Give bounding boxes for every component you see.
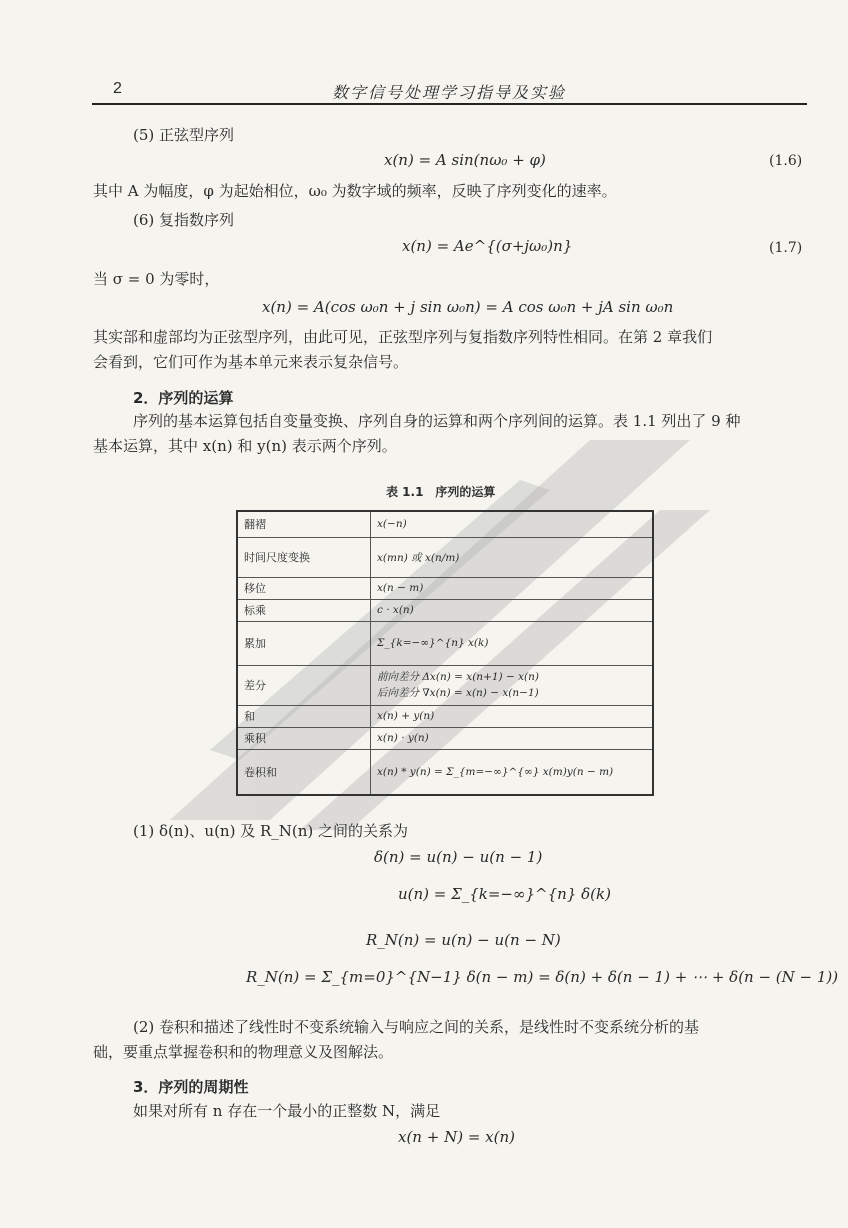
table-cell-op-name: 乘积 [237,727,371,749]
header-rule [92,103,807,105]
table-cell-op-expr: x(mn) 或 x(n/m) [371,537,654,577]
table-row [237,537,653,577]
table-cell-op-expr: x(−n) [371,511,654,537]
equation-complex-form: x(n) = A(cos ω₀n + j sin ω₀n) = A cos ω₀n + jA sin ω₀n [262,298,674,316]
table-cell-op-expr: x(n) · y(n) [371,727,654,749]
paragraph-ops-line2: 基本运算，其中 x(n) 和 y(n) 表示两个序列。 [93,437,397,455]
table-cell-op-name: 标乘 [237,599,371,621]
equation-1-7: x(n) = Ae^{(σ+jω₀)n} [402,237,573,255]
table-cell-op-name: 差分 [237,665,371,705]
table-cell-op-expr: c · x(n) [371,599,654,621]
table-cell-op-name: 移位 [237,577,371,599]
table-cell-op-name: 累加 [237,621,371,665]
running-header-title: 数字信号处理学习指导及实验 [332,83,567,102]
section-3-title: 3．序列的周期性 [133,1078,249,1096]
backward-difference: 后向差分 ∇x(n) = x(n) − x(n−1) [377,687,539,699]
table-row [237,749,653,795]
forward-difference: 前向差分 Δx(n) = x(n+1) − x(n) [377,671,539,683]
table-cell-op-name: 翻褶 [237,511,371,537]
relation-eq-rect-sum: R_N(n) = Σ_{m=0}^{N−1} δ(n − m) = δ(n) + δ(n − 1) + ⋯ + δ(n − (N − 1)) [246,968,839,986]
equation-periodicity: x(n + N) = x(n) [398,1128,515,1146]
section-2-title: 2．序列的运算 [133,389,234,407]
relation-eq-step: u(n) = Σ_{k=−∞}^{n} δ(k) [398,885,611,903]
table-row [237,511,653,537]
paragraph-ops-line1: 序列的基本运算包括自变量变换、序列自身的运算和两个序列间的运算。表 1.1 列出了 9 种 [133,412,741,430]
item-5-label: (5) 正弦型序列 [133,126,235,144]
table-row [237,621,653,665]
table-cell-op-expr: x(n) * y(n) = Σ_{m=−∞}^{∞} x(m)y(n − m) [371,749,654,795]
table-cell-op-expr [371,665,654,705]
equation-number-1-6: (1.6) [769,153,803,169]
paragraph-convolution-line1: (2) 卷积和描述了线性时不变系统输入与响应之间的关系，是线性时不变系统分析的基 [133,1018,700,1036]
paragraph-real-imag-line1: 其实部和虚部均为正弦型序列，由此可见，正弦型序列与复指数序列特性相同。在第 2 章我们 [93,328,713,346]
table-row [237,577,653,599]
item-6-label: (6) 复指数序列 [133,211,235,229]
paragraph-periodicity: 如果对所有 n 存在一个最小的正整数 N，满足 [133,1102,441,1120]
table-cell-op-expr: x(n − m) [371,577,654,599]
table-row [237,599,653,621]
table-caption: 表 1.1 序列的运算 [386,485,496,499]
relation-eq-delta: δ(n) = u(n) − u(n − 1) [374,848,543,866]
table-row [237,665,653,705]
paragraph-sigma-zero: 当 σ = 0 为零时， [93,270,220,288]
table-cell-op-expr: Σ_{k=−∞}^{n} x(k) [371,621,654,665]
table-row [237,727,653,749]
operations-table [236,510,654,796]
relation-eq-rect: R_N(n) = u(n) − u(n − N) [366,931,561,949]
equation-number-1-7: (1.7) [769,240,803,256]
table-cell-op-name: 卷积和 [237,749,371,795]
table-row [237,705,653,727]
equation-1-6: x(n) = A sin(nω₀ + φ) [384,151,546,169]
table-cell-op-name: 和 [237,705,371,727]
table-cell-op-expr: x(n) + y(n) [371,705,654,727]
page-number: 2 [113,80,122,97]
paragraph-sine-params: 其中 A 为幅度，φ 为起始相位，ω₀ 为数字域的频率，反映了序列变化的速率。 [93,182,617,200]
paragraph-convolution-line2: 础，要重点掌握卷积和的物理意义及图解法。 [93,1043,394,1061]
table-cell-op-name: 时间尺度变换 [237,537,371,577]
paragraph-real-imag-line2: 会看到，它们可作为基本单元来表示复杂信号。 [93,353,409,371]
paragraph-relation-intro: (1) δ(n)、u(n) 及 R_N(n) 之间的关系为 [133,822,409,840]
